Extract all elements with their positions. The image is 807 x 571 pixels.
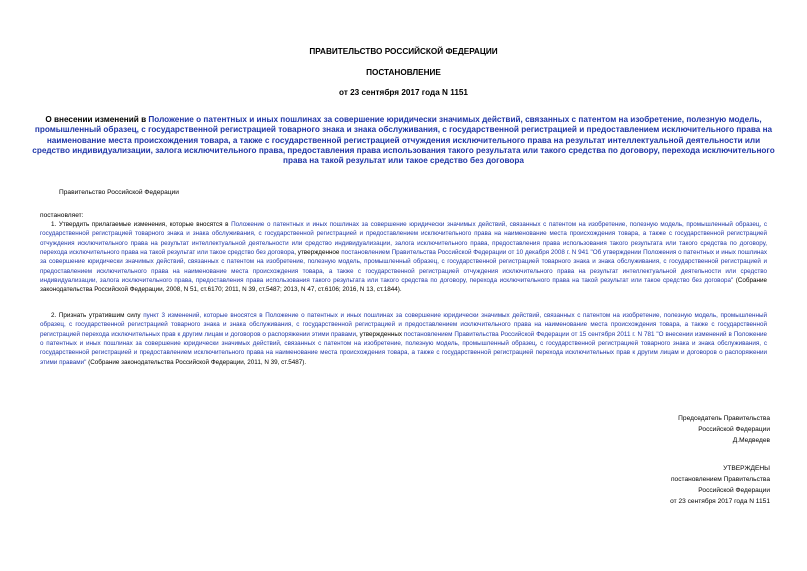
decree-word: постановляет: (40, 212, 84, 219)
document-type-heading: ПОСТАНОВЛЕНИЕ (366, 68, 441, 77)
government-heading: ПРАВИТЕЛЬСТВО РОССИЙСКОЙ ФЕДЕРАЦИИ (309, 47, 498, 56)
title-regulation-link[interactable]: Положение о патентных и иных пошлинах за совершение юридически значимых действий, связанных с патентом на изобретение, полезную модель, промышленный образец, с государственной регистрацией товарного знака и знака обслуживания, с государственной регистрацией и предоставлением исключительного права на наименование места происхождения товара, а также с государственной регистрацией отчуждения исключительного права на результат интеллектуальной деятельности или средство индивидуализации, залога исключительного права, предоставления права использования такого результата или такого средства по договору, перехода исключительного права на такой результат или такое средство без договора (32, 115, 775, 166)
paragraph-1-resolution-link[interactable]: постановлением Правительства Российской Федерации от 10 декабря 2008 г. N 941 "Об утверждении Положения о патентных и иных пошлинах за совершение юридически значимых действий, связанных с патентом на изобретение, полезную модель, промышленный образец, с государственной регистрацией товарного знака и знака обслуживания, с государственной регистрацией и предоставлением исключительного права на наименование места происхождения товара, а также с государственной регистрацией отчуждения исключительного права на результат интеллектуальной деятельности или средство индивидуализации, залога исключительного права, предоставления права использования такого результата или такого средства по договору, перехода исключительного права на такой результат или такое средство без договора" (40, 249, 767, 285)
paragraph-1-regulation-link[interactable]: Положение о патентных и иных пошлинах за совершение юридически значимых действий, связанных с патентом на изобретение, полезную модель, промышленный образец, с государственной регистрацией товарного знака и знака обслуживания, с государственной регистрацией и предоставлением исключительного права на наименование места происхождения товара, а также с государственной регистрацией отчуждения исключительного права на результат интеллектуальной деятельности или средство индивидуализации, залога исключительного права, предоставления права использования такого результата или такого средства по договору, перехода исключительного права на такой результат или такое средство без договора (40, 221, 767, 257)
signature-country: Российской Федерации (698, 426, 770, 433)
paragraph-1-text: 1. Утвердить прилагаемые изменения, которые вносятся в (51, 221, 232, 228)
paragraph-1-text: , утвержденное (294, 249, 342, 257)
paragraph-2 (40, 311, 767, 367)
title-prefix: О внесении изменений в (45, 115, 149, 124)
approval-by: постановлением Правительства (670, 476, 770, 483)
document-title (30, 115, 777, 166)
paragraph-2-text: , утвержденных (356, 330, 404, 338)
document-date-number: от 23 сентября 2017 года N 1151 (339, 88, 468, 97)
paragraph-1 (40, 220, 767, 295)
paragraph-2-changes-link[interactable]: пункт 3 изменений, которые вносятся в Положение о патентных и иных пошлинах за совершение юридически значимых действий, связанных с патентом на изобретение, полезную модель, промышленный образец, с государственной регистрацией товарного знака и знака обслуживания, с государственной регистрацией и предоставлением исключительного права на наименование места происхождения товара, а также с государственной регистрацией перехода исключительных прав к другим лицам и договоров о распоряжении этими правами (40, 312, 767, 338)
paragraph-2-text: 2. Признать утратившим силу (51, 312, 144, 319)
approval-heading: УТВЕРЖДЕНЫ (723, 465, 770, 472)
signature-title: Председатель Правительства (678, 415, 770, 422)
paragraph-2-resolution-link[interactable]: постановлением Правительства Российской Федерации от 15 сентября 2011 г. N 781 "О внесении изменений в Положение о патентных и иных пошлинах за совершение юридически значимых действий, связанных с патентом на изобретение, полезную модель, промышленный образец, с государственной регистрацией товарного знака и знака обслуживания, с государственной регистрацией и предоставлением исключительного права на наименование места происхождения товара, а также с государственной регистрацией перехода исключительных прав к другим лицам и договоров о распоряжении этими правами" (40, 330, 767, 366)
approval-country: Российской Федерации (698, 487, 770, 494)
signature-block (678, 413, 770, 446)
issuer-text: Правительство Российской Федерации (59, 189, 179, 196)
signature-name: Д.Медведев (732, 437, 770, 444)
approval-stamp (670, 463, 770, 507)
approval-date: от 23 сентября 2017 года N 1151 (670, 498, 770, 505)
paragraph-1-citation: (Собрание законодательства Российской Федерации, 2008, N 51, ст.6170; 2011, N 39, ст.5487; 2013, N 47, ст.6106; 2016, N 13, ст.1844). (40, 277, 767, 294)
paragraph-2-citation: (Собрание законодательства Российской Федерации, 2011, N 39, ст.5487). (86, 358, 307, 366)
